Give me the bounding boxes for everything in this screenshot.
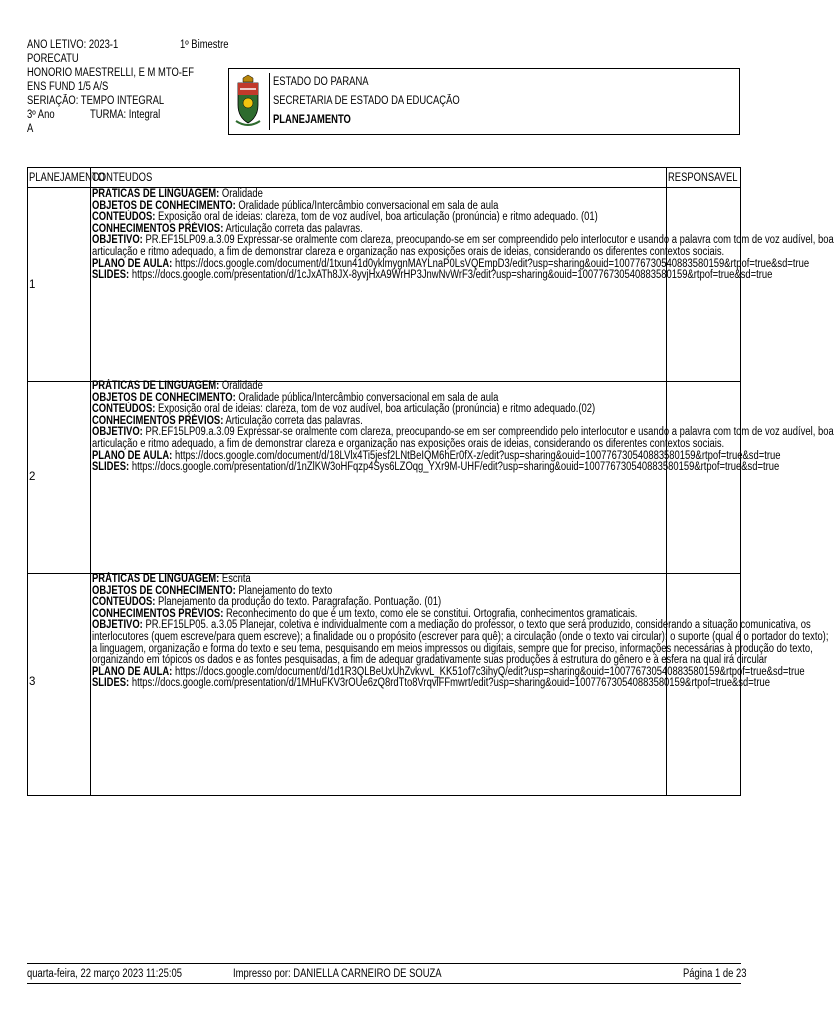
table-row	[92, 188, 834, 282]
field-label: PRÁTICAS DE LINGUAGEM:	[92, 380, 220, 392]
field-value: organizando em tópicos os dados e as fontes pesquisadas, a fim de adequar gradativamente suas produções à estrutura do gênero e à esfera na qual irá circular	[92, 654, 768, 667]
seriacao: SERIAÇÃO: TEMPO INTEGRAL	[27, 95, 165, 107]
municipio: PORECATU	[27, 53, 79, 65]
field-value: Oralidade pública/Intercâmbio conversacional em sala de aula	[235, 199, 499, 212]
field-value: articulação e ritmo adequado, a fim de demonstrar clareza e organização nas exposições orais de ideias, considerando os diferentes contextos sociais.	[92, 245, 725, 258]
field-value: Oralidade pública/Intercâmbio conversacional em sala de aula	[235, 391, 499, 404]
field-label: OBJETOS DE CONHECIMENTO:	[92, 391, 236, 404]
field-value: PR.EF15LP05. a.3.05 Planejar, coletiva e individualmente com a mediação do professor, o texto que será produzido, considerando a situação comunicativa, os	[142, 619, 811, 632]
field-label: PLANO DE AULA:	[92, 449, 173, 462]
field-value: Planejamento do texto	[235, 584, 333, 597]
field-value: interlocutores (quem escreve/para quem escreve); a finalidade ou o propósito (escrever para quê); a circulação (onde o texto vai circular); o suporte (qual é o portador do texto);	[92, 630, 829, 643]
field-value: Exposição oral de ideias: clareza, tom de voz audível, boa articulação (pronúncia) e ritmo adequado.(02)	[155, 403, 596, 416]
state-header-box	[228, 68, 740, 135]
field-value: PR.EF15LP09.a.3.09 Expressar-se oralmente com clareza, preocupando-se em ser compreendido pelo interlocutor e usando a palavra com tom de voz audível, boa	[142, 426, 834, 439]
field-label: PRÁTICAS DE LINGUAGEM:	[92, 573, 220, 585]
field-label: PRÁTICAS DE LINGUAGEM:	[92, 188, 220, 200]
field-label: CONHECIMENTOS PRÉVIOS:	[92, 607, 224, 620]
ano-letivo: ANO LETIVO: 2023-1	[27, 39, 119, 51]
printed-by: Impresso por: DANIELLA CARNEIRO DE SOUZA	[233, 968, 442, 980]
content-line	[92, 677, 770, 690]
header-responsavel: RESPONSAVEL	[668, 172, 738, 184]
header-planejamento: PLANEJAMENTO	[29, 172, 105, 184]
field-label: OBJETOS DE CONHECIMENTO:	[92, 584, 236, 597]
field-value: https://docs.google.com/presentation/d/1nZlKW3oHFqzp4Sys6LZOqg_YXr9M-UHF/edit?usp=sharing&ouid=100776730540883580159&rtpof=true&sd=true	[129, 461, 780, 474]
row-number: 2	[29, 471, 36, 483]
bimestre: 1º Bimestre	[180, 39, 229, 51]
escola: HONORIO MAESTRELLI, E M MTO-EF	[27, 67, 194, 79]
turma: TURMA: Integral	[90, 109, 161, 121]
content-line	[92, 461, 780, 474]
parana-coat-of-arms-icon	[235, 75, 261, 129]
field-label: PLANO DE AULA:	[92, 257, 173, 270]
field-value: Articulação correta das palavras.	[223, 222, 363, 235]
print-datetime: quarta-feira, 22 março 2023 11:25:05	[27, 968, 183, 980]
field-label: OBJETIVO:	[92, 426, 143, 439]
table-row	[92, 380, 834, 474]
secretariat-name: SECRETARIA DE ESTADO DA EDUCAÇÃO	[273, 95, 460, 107]
field-label: OBJETIVO:	[92, 619, 143, 632]
row-number: 3	[29, 676, 36, 688]
field-value: PR.EF15LP09.a.3.09 Expressar-se oralmente com clareza, preocupando-se em ser compreendido pelo interlocutor e usando a palavra com tom de voz audível, boa	[142, 234, 834, 247]
document-title: PLANEJAMENTO	[273, 114, 351, 126]
field-label: CONHECIMENTOS PRÉVIOS:	[92, 414, 224, 427]
field-label: CONHECIMENTOS PRÉVIOS:	[92, 222, 224, 235]
field-value: articulação e ritmo adequado, a fim de demonstrar clareza e organização nas exposições orais de ideias, considerando os diferentes contextos sociais.	[92, 437, 725, 450]
field-value: a linguagem, organização e forma do texto e seu tema, pesquisando em meios impressos ou digitais, sempre que for preciso, informações necessárias à produção do texto,	[92, 642, 813, 655]
field-value: Oralidade	[219, 188, 263, 200]
field-value: https://docs.google.com/document/d/1d1R3QLBeUxUhZvkvvL_KK51of7c3ihyQ/edit?usp=sharing&ouid=100776730540883580159&rtpof=true&sd=true	[172, 665, 805, 678]
planning-table	[27, 167, 834, 796]
field-label: SLIDES:	[92, 269, 130, 282]
header-conteudos: CONTEUDOS	[92, 172, 153, 184]
turma-letra: A	[27, 123, 34, 135]
field-value: Planejamento da produção do texto. Paragrafação. Pontuação. (01)	[155, 596, 442, 609]
field-value: Exposição oral de ideias: clareza, tom de voz audível, boa articulação (pronúncia) e ritmo adequado. (01)	[155, 211, 598, 224]
table-row	[92, 573, 829, 690]
page-footer	[27, 963, 747, 984]
field-value: https://docs.google.com/presentation/d/1MHuFKV3rOUe6zQ8rdTto8VrqvlFFmwrt/edit?usp=sharing&ouid=100776730540883580159&rtpof=true&sd=true	[129, 677, 770, 690]
field-label: SLIDES:	[92, 461, 130, 474]
field-value: Reconhecimento do que é um texto, como ele se constitui. Ortografia, conhecimentos gramaticais.	[223, 607, 638, 620]
field-label: OBJETOS DE CONHECIMENTO:	[92, 199, 236, 212]
field-label: CONTEÚDOS:	[92, 403, 156, 416]
field-value: https://docs.google.com/document/d/1txun41d0yklmygnMAYLnaP0LsVQEmpD3/edit?usp=sharing&ouid=100776730540883580159&rtpof=true&sd=true	[172, 257, 810, 270]
field-value: https://docs.google.com/presentation/d/1cJxATh8JX-8yvjHxA9WrHP3JnwNvWrF3/edit?usp=sharing&ouid=100776730540883580159&rtpof=true&sd=true	[129, 269, 773, 282]
ano: 3º Ano	[27, 109, 55, 121]
ensino: ENS FUND 1/5 A/S	[27, 81, 109, 93]
field-label: OBJETIVO:	[92, 234, 143, 247]
field-label: SLIDES:	[92, 677, 130, 690]
field-label: PLANO DE AULA:	[92, 665, 173, 678]
field-label: CONTEÚDOS:	[92, 596, 156, 609]
school-info	[27, 38, 237, 136]
row-number: 1	[29, 279, 36, 291]
field-value: Escrita	[219, 573, 251, 585]
field-value: https://docs.google.com/document/d/18LVlx4Ti5jesf2LNtBeIQM6hEr0fX-z/edit?usp=sharing&ouid=100776730540883580159&rtpof=true&sd=true	[172, 449, 781, 462]
content-line	[92, 269, 773, 282]
page-number: Página 1 de 23	[683, 968, 747, 980]
field-value: Articulação correta das palavras.	[223, 414, 363, 427]
field-value: Oralidade	[219, 380, 263, 392]
state-name: ESTADO DO PARANA	[273, 76, 369, 88]
field-label: CONTEÚDOS:	[92, 211, 156, 224]
